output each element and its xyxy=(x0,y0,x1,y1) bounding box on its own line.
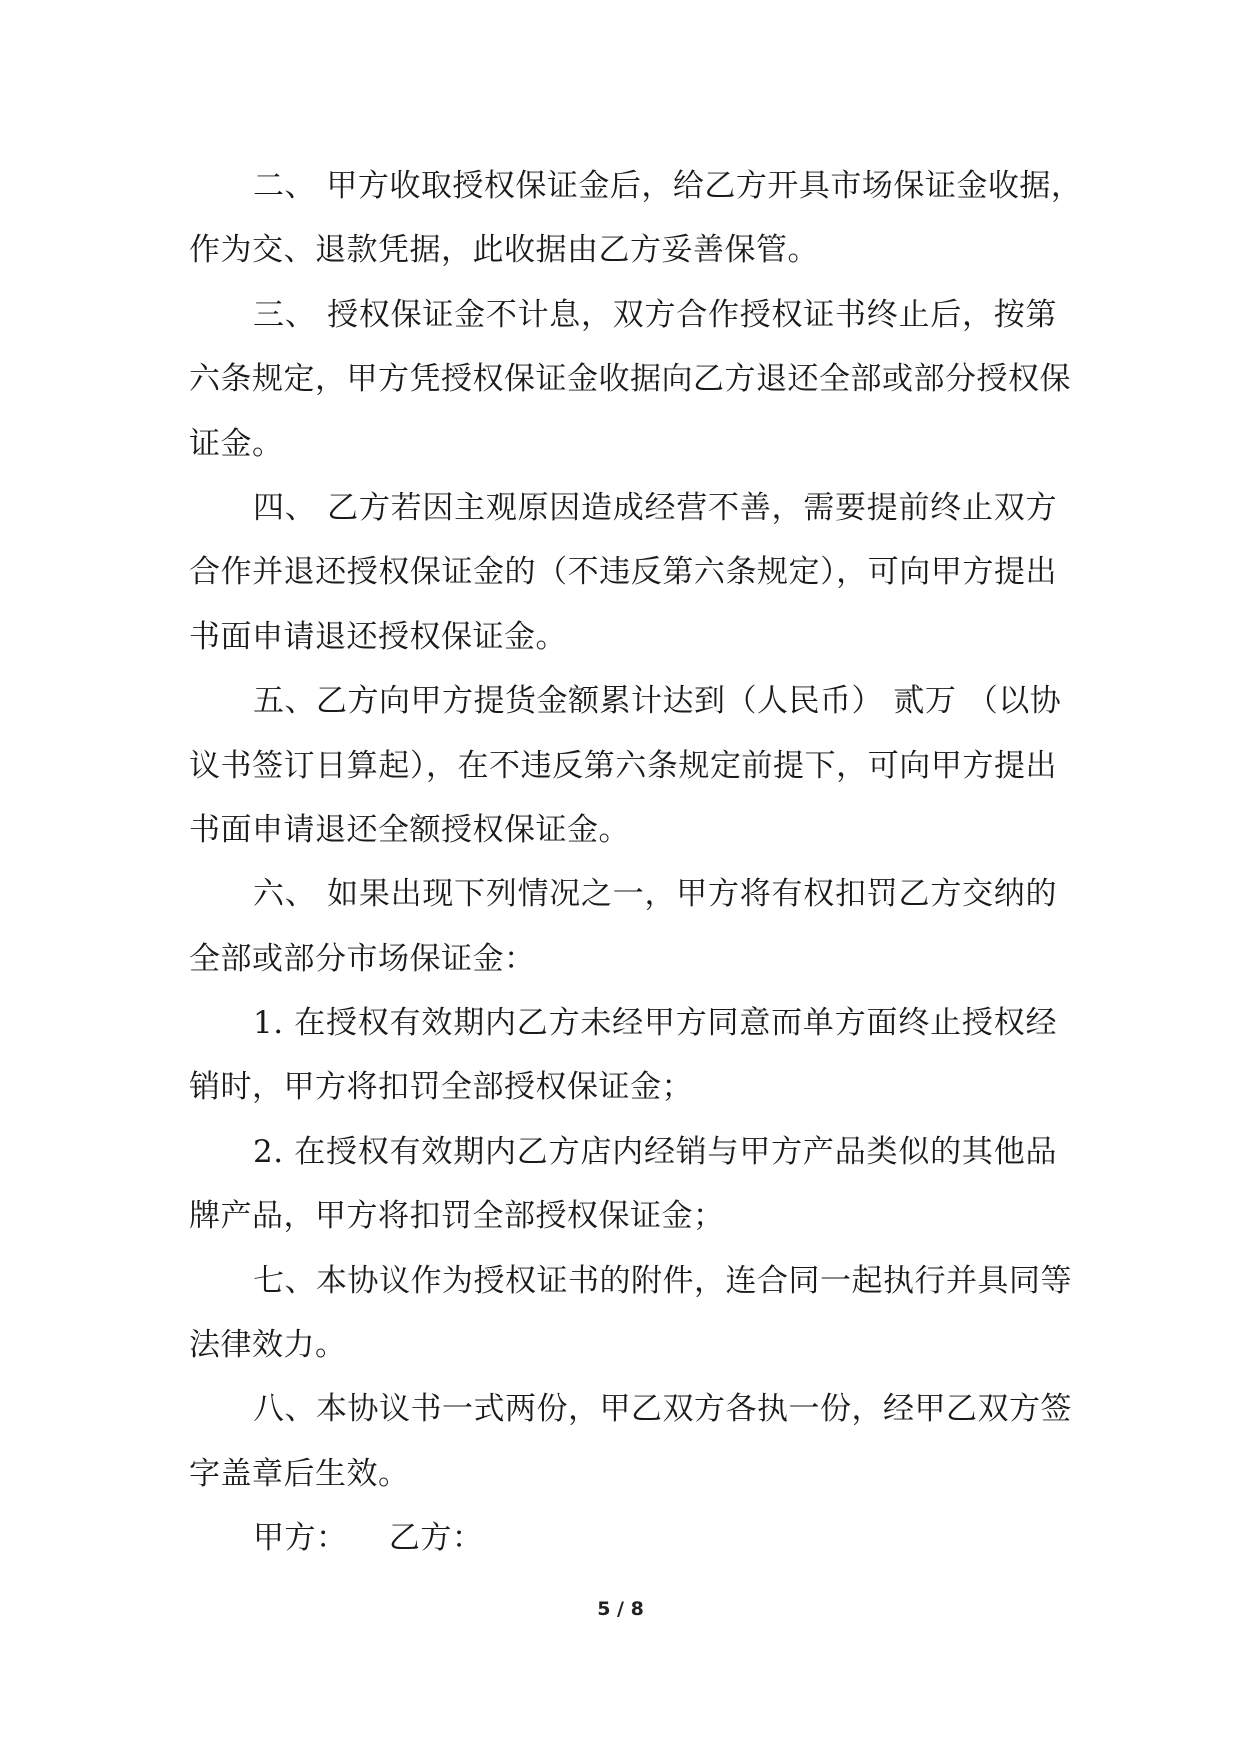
text-line: 1. 在授权有效期内乙方未经甲方同意而单方面终止授权经 xyxy=(253,1005,1057,1042)
text-line: 三、 授权保证金不计息，双方合作授权证书终止后，按第 xyxy=(253,296,1057,333)
text-line: 二、 甲方收取授权保证金后，给乙方开具市场保证金收据， xyxy=(253,168,1083,204)
text-line: 2. 在授权有效期内乙方店内经销与甲方产品类似的其他品 xyxy=(253,1133,1057,1170)
text-line: 全部或部分市场保证金： xyxy=(189,940,536,977)
text-line: 合作并退还授权保证金的（不违反第六条规定），可向甲方提出 xyxy=(189,554,1057,591)
text-line: 议书签订日算起），在不违反第六条规定前提下，可向甲方提出 xyxy=(189,747,1057,784)
text-line: 销时，甲方将扣罚全部授权保证金； xyxy=(189,1069,693,1106)
text-line: 法律效力。 xyxy=(189,1327,347,1364)
text-line: 六、 如果出现下列情况之一，甲方将有权扣罚乙方交纳的 xyxy=(253,876,1057,913)
text-line: 书面申请退还授权保证金。 xyxy=(189,618,567,655)
signature-line: 甲方： 乙方： xyxy=(253,1520,484,1557)
text-line: 证金。 xyxy=(189,425,284,462)
page-number: 5 / 8 xyxy=(597,1598,644,1620)
text-line: 四、 乙方若因主观原因造成经营不善，需要提前终止双方 xyxy=(253,489,1057,526)
text-line: 六条规定，甲方凭授权保证金收据向乙方退还全部或部分授权保 xyxy=(189,361,1071,398)
text-line: 作为交、退款凭据，此收据由乙方妥善保管。 xyxy=(189,232,819,269)
text-line: 七、本协议作为授权证书的附件，连合同一起执行并具同等 xyxy=(253,1262,1072,1299)
text-line: 字盖章后生效。 xyxy=(189,1455,410,1492)
text-line: 牌产品，甲方将扣罚全部授权保证金； xyxy=(189,1198,725,1235)
text-line: 书面申请退还全额授权保证金。 xyxy=(189,811,630,848)
document-body xyxy=(189,154,1083,1571)
text-line: 五、乙方向甲方提货金额累计达到（人民币） 贰万 （以协 xyxy=(253,683,1062,720)
text-line: 八、本协议书一式两份，甲乙双方各执一份，经甲乙双方签 xyxy=(253,1391,1072,1428)
